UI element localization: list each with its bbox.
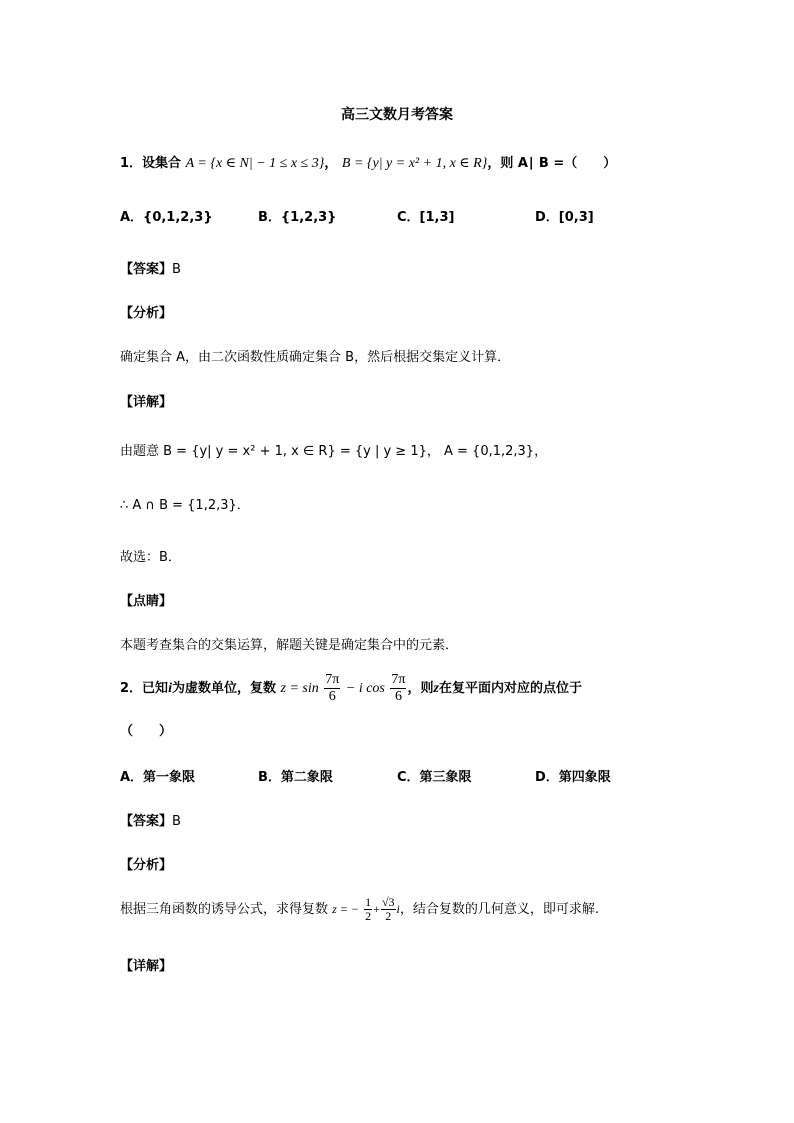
- option-a: A．{0,1,2,3}: [120, 210, 213, 225]
- q1-detail-line-1: 由题意 B = {y| y = x² + 1, x ∈ R} = {y | y ≥ 1}， A = {0,1,2,3}，: [120, 444, 548, 459]
- q1-comment-label: 【点睛】: [120, 594, 173, 609]
- page-title: 高三文数月考答案: [341, 107, 453, 123]
- set-b-expression: B = {y| y = x² + 1, x ∈ R}: [341, 156, 488, 171]
- option-b: B．{1,2,3}: [258, 210, 337, 225]
- q1-detail-label: 【详解】: [120, 395, 173, 410]
- fraction-7pi-over-6: $\frac{7\pi}{6}$: [391, 672, 406, 704]
- question-1-stem: 1．设集合 A = {x ∈ N| − 1 ≤ x ≤ 3}， B = {y| y = x² + 1, x ∈ R}，则 A∣ B =（ ）: [120, 156, 617, 171]
- fraction-7pi-over-6: $\frac{7\pi}{6}$: [325, 672, 340, 704]
- question-number: 2．: [120, 681, 143, 696]
- question-2-stem: 2．已知i为虚数单位，复数 z = sin $\frac{7\pi}{6}$ − i cos $\frac{7\pi}{6}$ ，则z在复平面内对应的点位于: [120, 672, 582, 704]
- q2-analysis-label: 【分析】: [120, 858, 173, 873]
- option-a: A．第一象限: [120, 770, 196, 785]
- fraction-one-half: $\frac{1}{2}$: [365, 895, 372, 923]
- q1-analysis-label: 【分析】: [120, 306, 173, 321]
- option-b: B．第二象限: [258, 770, 333, 785]
- q1-comment-text: 本题考查集合的交集运算，解题关键是确定集合中的元素．: [120, 638, 459, 653]
- q1-detail-line-2: ∴ A ∩ B = {1,2,3}．: [120, 498, 250, 513]
- option-c: C．第三象限: [397, 770, 472, 785]
- q2-answer: 【答案】B: [120, 814, 181, 829]
- q1-analysis-text: 确定集合 A，由二次函数性质确定集合 B，然后根据交集定义计算．: [120, 350, 511, 365]
- question-2-paren: （ ）: [120, 724, 173, 739]
- question-number: 1．: [120, 156, 143, 171]
- option-d: D．[0,3]: [535, 210, 594, 225]
- set-a-expression: A = {x ∈ N| − 1 ≤ x ≤ 3}: [185, 156, 325, 171]
- q2-analysis-text: 根据三角函数的诱导公式，求得复数 z = − $\frac{1}{2}$ + $\frac{√3}{2}$ i，结合复数的几何意义，即可求解.: [120, 895, 600, 923]
- option-d: D．第四象限: [535, 770, 611, 785]
- fraction-sqrt3-over-2: $\frac{√3}{2}$: [381, 895, 395, 923]
- q1-answer: 【答案】B: [120, 262, 181, 277]
- option-c: C．[1,3]: [397, 210, 455, 225]
- q1-detail-line-3: 故选：B．: [120, 550, 181, 565]
- q2-detail-label: 【详解】: [120, 959, 173, 974]
